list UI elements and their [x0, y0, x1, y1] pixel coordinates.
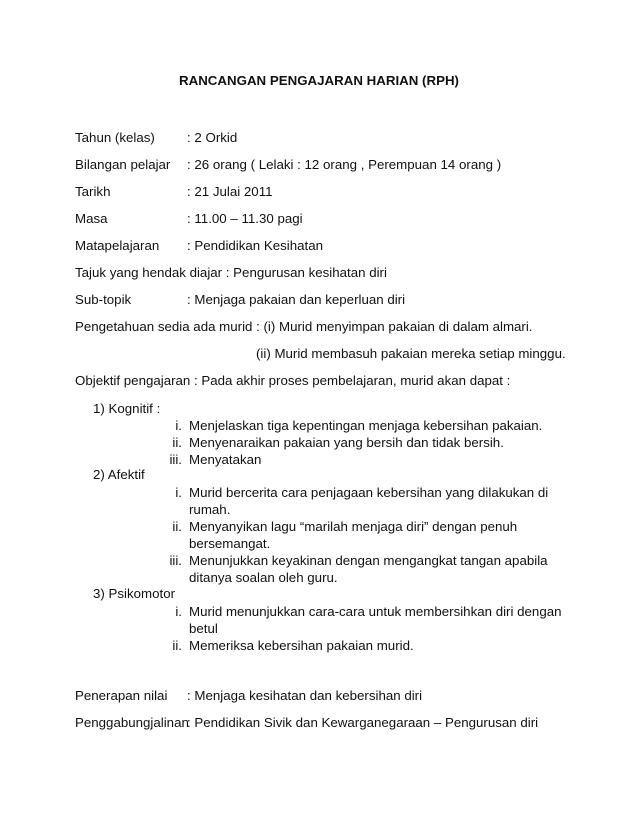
list-item: Menyenaraikan pakaian yang bersih dan tidak bersih. [189, 435, 504, 450]
item-number: ii. [172, 519, 182, 534]
domain-heading-psikomotor: 3) Psikomotor [93, 586, 176, 601]
item-number: iii. [169, 452, 182, 467]
document-title: RANCANGAN PENGAJARAN HARIAN (RPH) [179, 73, 459, 88]
domain-heading-kognitif: 1) Kognitif : [93, 401, 161, 416]
tajuk-line: Tajuk yang hendak diajar : Pengurusan kesihatan diri [75, 265, 387, 280]
item-number: i. [175, 604, 182, 619]
item-number: iii. [169, 553, 182, 568]
field-value-tahun: : 2 Orkid [187, 130, 238, 145]
list-item: Menjelaskan tiga kepentingan menjaga kebersihan pakaian. [189, 418, 543, 433]
item-number: ii. [172, 638, 182, 653]
list-item-continuation: rumah. [189, 502, 231, 517]
penggabungjalinan-label: Penggabungjalinan [75, 715, 189, 730]
field-label-bilangan: Bilangan pelajar [75, 157, 171, 172]
list-item-continuation: betul [189, 621, 218, 636]
penerapan-label: Penerapan nilai [75, 688, 168, 703]
list-item: Menyatakan [189, 452, 262, 467]
item-number: i. [175, 485, 182, 500]
field-label-matapelajaran: Matapelajaran [75, 238, 160, 253]
field-label-masa: Masa [75, 211, 108, 226]
list-item: Menyanyikan lagu “marilah menjaga diri” dengan penuh [189, 519, 518, 534]
field-value-masa: : 11.00 – 11.30 pagi [187, 211, 303, 226]
item-number: ii. [172, 435, 182, 450]
field-value-matapelajaran: : Pendidikan Kesihatan [187, 238, 324, 253]
subtopik-value: : Menjaga pakaian dan keperluan diri [187, 292, 406, 307]
list-item: Murid menunjukkan cara-cara untuk membersihkan diri dengan [189, 604, 562, 619]
list-item: Menunjukkan keyakinan dengan mengangkat tangan apabila [189, 553, 548, 568]
list-item-continuation: ditanya soalan oleh guru. [189, 570, 338, 585]
pengetahuan-line-1: Pengetahuan sedia ada murid : (i) Murid menyimpan pakaian di dalam almari. [75, 319, 533, 334]
pengetahuan-line-2: (ii) Murid membasuh pakaian mereka setiap minggu. [256, 346, 566, 361]
field-label-tahun: Tahun (kelas) [75, 130, 155, 145]
list-item-continuation: bersemangat. [189, 536, 271, 551]
penggabungjalinan-value: : Pendidikan Sivik dan Kewarganegaraan – Pengurusan diri [187, 715, 539, 730]
field-value-tarikh: : 21 Julai 2011 [187, 184, 273, 199]
item-number: i. [175, 418, 182, 433]
field-label-tarikh: Tarikh [75, 184, 111, 199]
list-item: Murid bercerita cara penjagaan kebersihan yang dilakukan di [189, 485, 549, 500]
objektif-line: Objektif pengajaran : Pada akhir proses pembelajaran, murid akan dapat : [75, 373, 511, 388]
domain-heading-afektif: 2) Afektif [93, 467, 145, 482]
field-value-bilangan: : 26 orang ( Lelaki : 12 orang , Perempuan 14 orang ) [187, 157, 502, 172]
subtopik-label: Sub-topik [75, 292, 132, 307]
penerapan-value: : Menjaga kesihatan dan kebersihan diri [187, 688, 423, 703]
list-item: Memeriksa kebersihan pakaian murid. [189, 638, 414, 653]
